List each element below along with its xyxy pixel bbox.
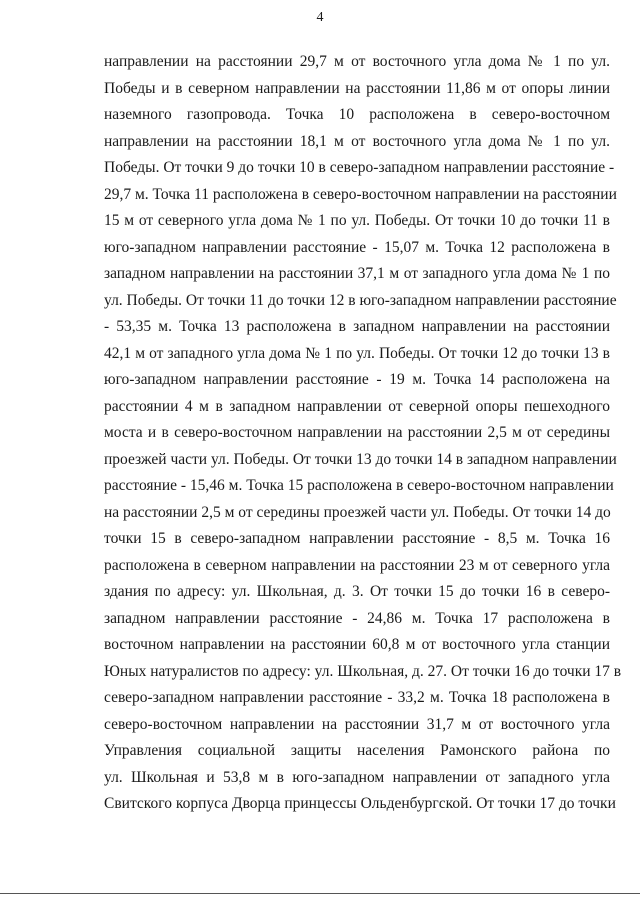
text-line: ул. Победы. От точки 11 до точки 12 в юго-западном направлении расстояние [104, 291, 617, 309]
text-line: 42,1 м от западного угла дома № 1 по ул. Победы. От точки 12 до точки 13 в [104, 344, 610, 362]
text-line: северо-восточном направлении на расстоянии 31,7 м от восточного угла [104, 715, 610, 733]
text-line: на расстоянии 2,5 м от середины проезжей части ул. Победы. От точки 14 до [104, 503, 611, 521]
text-line: Свитского корпуса Дворца принцессы Ольденбургской. От точки 17 до точки [104, 795, 616, 812]
bottom-divider [0, 893, 640, 894]
text-line: 29,7 м. Точка 11 расположена в северо-восточном направлении на расстоянии [104, 185, 617, 203]
text-line: - 53,35 м. Точка 13 расположена в западном направлении на расстоянии [104, 318, 610, 335]
text-line: расстоянии 4 м в западном направлении от северной опоры пешеходного [104, 397, 610, 415]
text-line: проезжей части ул. Победы. От точки 13 до точки 14 в западном направлении [104, 450, 617, 468]
text-line: ул. Школьная и 53,8 м в юго-западном направлении от западного угла [104, 768, 610, 786]
text-line: направлении на расстоянии 18,1 м от восточного угла дома № 1 по ул. [104, 132, 610, 150]
text-line: западном направлении расстояние - 24,86 м. Точка 17 расположена в [104, 609, 610, 627]
text-line: точки 15 в северо-западном направлении расстояние - 8,5 м. Точка 16 [104, 530, 610, 547]
text-line: моста и в северо-восточном направлении на расстоянии 2,5 м от середины [104, 424, 610, 441]
text-line: Управления социальной защиты населения Рамонского района по [104, 742, 610, 759]
text-line: северо-западном направлении расстояние - 33,2 м. Точка 18 расположена в [104, 689, 610, 706]
text-line: 15 м от северного угла дома № 1 по ул. Победы. От точки 10 до точки 11 в [104, 212, 610, 229]
text-line: юго-западном направлении расстояние - 19 м. Точка 14 расположена на [104, 371, 610, 388]
text-line: расстояние - 15,46 м. Точка 15 расположена в северо-восточном направлении [104, 477, 614, 494]
text-line: Юных натуралистов по адресу: ул. Школьная, д. 27. От точки 16 до точки 17 в [104, 662, 622, 680]
page-number: 4 [316, 10, 324, 25]
text-line: западном направлении на расстоянии 37,1 м от западного угла дома № 1 по [104, 265, 610, 282]
text-line: направлении на расстоянии 29,7 м от восточного угла дома № 1 по ул. [104, 53, 610, 70]
text-line: расположена в северном направлении на расстоянии 23 м от северного угла [104, 556, 610, 574]
text-line: Победы и в северном направлении на расстоянии 11,86 м от опоры линии [104, 79, 610, 97]
text-line: здания по адресу: ул. Школьная, д. 3. От точки 15 до точки 16 в северо- [104, 583, 610, 600]
text-line: юго-западном направлении расстояние - 15,07 м. Точка 12 расположена в [104, 238, 610, 256]
text-line: восточном направлении на расстоянии 60,8 м от восточного угла станции [104, 636, 610, 653]
text-line: наземного газопровода. Точка 10 расположена в северо-восточном [104, 106, 610, 123]
text-line: Победы. От точки 9 до точки 10 в северо-западном направлении расстояние - [104, 159, 615, 176]
document-body-text [104, 49, 622, 818]
